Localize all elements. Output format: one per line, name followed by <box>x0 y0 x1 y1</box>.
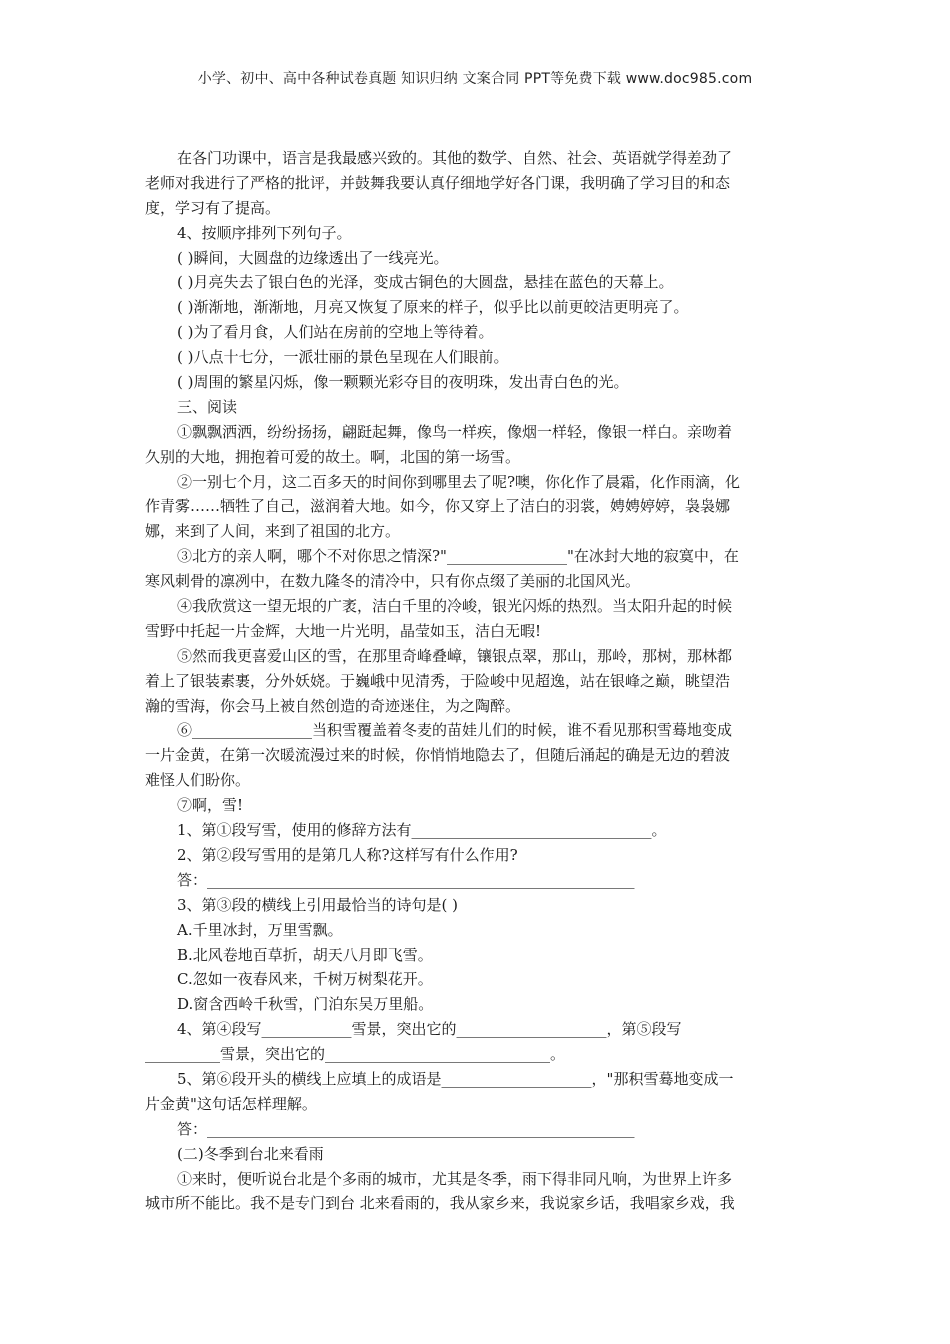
text-line: ( )月亮失去了银白色的光泽，变成古铜色的大圆盘，悬挂在蓝色的天幕上。 <box>177 273 674 292</box>
page-header: 小学、初中、高中各种试卷真题 知识归纳 文案合同 PPT等免费下载 www.doc985.com <box>197 71 753 87</box>
text-line: 三、阅读 <box>177 397 238 416</box>
text-line: 老师对我进行了严格的批评，并鼓舞我要认真仔细地学好各门课，我明确了学习目的和态 <box>145 173 731 192</box>
text-line: __________雪景，突出它的______________________________。 <box>145 1045 566 1064</box>
text-line: 度，学习有了提高。 <box>145 198 281 217</box>
text-line: 久别的大地，拥抱着可爱的故土。啊，北国的第一场雪。 <box>145 447 521 466</box>
text-line: D.窗含西岭千秋雪，门泊东吴万里船。 <box>177 995 434 1014</box>
text-line: ( )瞬间，大圆盘的边缘透出了一线亮光。 <box>177 248 449 267</box>
text-line: 答：_________________________________________________________ <box>177 1119 635 1138</box>
text-line: ⑤然而我更喜爱山区的雪，在那里奇峰叠嶂，镶银点翠，那山，那岭，那树，那林都 <box>177 646 733 665</box>
text-line: 2、第②段写雪用的是第几人称?这样写有什么作用? <box>177 845 518 864</box>
text-line: ( )八点十七分，一派壮丽的景色呈现在人们眼前。 <box>177 348 509 367</box>
text-line: 作青雾……牺牲了自己，滋润着大地。如今，你又穿上了洁白的羽裳，娉娉婷婷，袅袅娜 <box>145 497 731 516</box>
text-line: 1、第①段写雪，使用的修辞方法有________________________________。 <box>177 821 667 840</box>
text-line: 4、第④段写____________雪景，突出它的____________________，第⑤段写 <box>177 1020 682 1039</box>
text-line: 3、第③段的横线上引用最恰当的诗句是( ) <box>177 895 459 914</box>
text-line: ( )为了看月食，人们站在房前的空地上等待着。 <box>177 323 494 342</box>
text-line: 5、第⑥段开头的横线上应填上的成语是____________________，"那积雪蓦地变成一 <box>177 1069 734 1088</box>
text-line: 答：_________________________________________________________ <box>177 870 635 889</box>
text-line: ⑥________________当积雪覆盖着冬麦的苗娃儿们的时候，谁不看见那积雪蓦地变成 <box>177 721 733 740</box>
text-line: 着上了银装素裹，分外妖娆。于巍峨中见清秀，于险峻中见超逸，站在银峰之巅，眺望浩 <box>145 671 731 690</box>
text-line: 娜，来到了人间，来到了祖国的北方。 <box>145 522 401 541</box>
text-line: ①来时，便听说台北是个多雨的城市，尤其是冬季，雨下得非同凡响，为世界上许多 <box>177 1169 733 1188</box>
text-line: 4、按顺序排列下列句子。 <box>177 223 352 242</box>
text-line: C.忽如一夜春风来，千树万树梨花开。 <box>177 970 433 989</box>
text-line: ③北方的亲人啊，哪个不对你思之情深?"________________"在冰封大地的寂寞中，在 <box>177 547 739 566</box>
text-line: 寒风刺骨的凛冽中，在数九隆冬的清冷中，只有你点缀了美丽的北国风光。 <box>145 572 641 591</box>
text-line: (二)冬季到台北来看雨 <box>177 1144 324 1163</box>
text-line: 雪野中托起一片金辉，大地一片光明，晶莹如玉，洁白无暇! <box>145 621 542 640</box>
text-line: ⑦啊，雪! <box>177 796 244 815</box>
text-line: A.千里冰封，万里雪飘。 <box>177 920 343 939</box>
text-line: 片金黄"这句话怎样理解。 <box>145 1094 317 1113</box>
text-line: 在各门功课中，语言是我最感兴致的。其他的数学、自然、社会、英语就学得差劲了 <box>177 149 733 167</box>
text-line: ④我欣赏这一望无垠的广袤，洁白千里的冷峻，银光闪烁的热烈。当太阳升起的时候 <box>177 597 733 616</box>
text-line: 难怪人们盼你。 <box>145 771 251 790</box>
text-line: ②一别七个月，这二百多天的时间你到哪里去了呢?噢，你化作了晨霜，化作雨滴，化 <box>177 472 741 491</box>
text-line: 城市所不能比。我不是专门到台 北来看雨的，我从家乡来，我说家乡话，我唱家乡戏，我 <box>145 1194 735 1213</box>
text-line: ( )渐渐地，渐渐地，月亮又恢复了原来的样子，似乎比以前更皎洁更明亮了。 <box>177 298 689 317</box>
document-body <box>145 146 810 1216</box>
text-line: B.北风卷地百草折，胡天八月即飞雪。 <box>177 945 433 964</box>
text-line: ( )周围的繁星闪烁，像一颗颗光彩夺目的夜明珠，发出青白色的光。 <box>177 373 629 392</box>
text-line: 瀚的雪海，你会马上被自然创造的奇迹迷住，为之陶醉。 <box>145 696 521 715</box>
text-line: 一片金黄，在第一次暖流漫过来的时候，你悄悄地隐去了，但随后涌起的确是无边的碧波 <box>145 746 731 765</box>
text-line: ①飘飘洒洒，纷纷扬扬，翩跹起舞，像鸟一样疾，像烟一样轻，像银一样白。亲吻着 <box>177 422 733 441</box>
